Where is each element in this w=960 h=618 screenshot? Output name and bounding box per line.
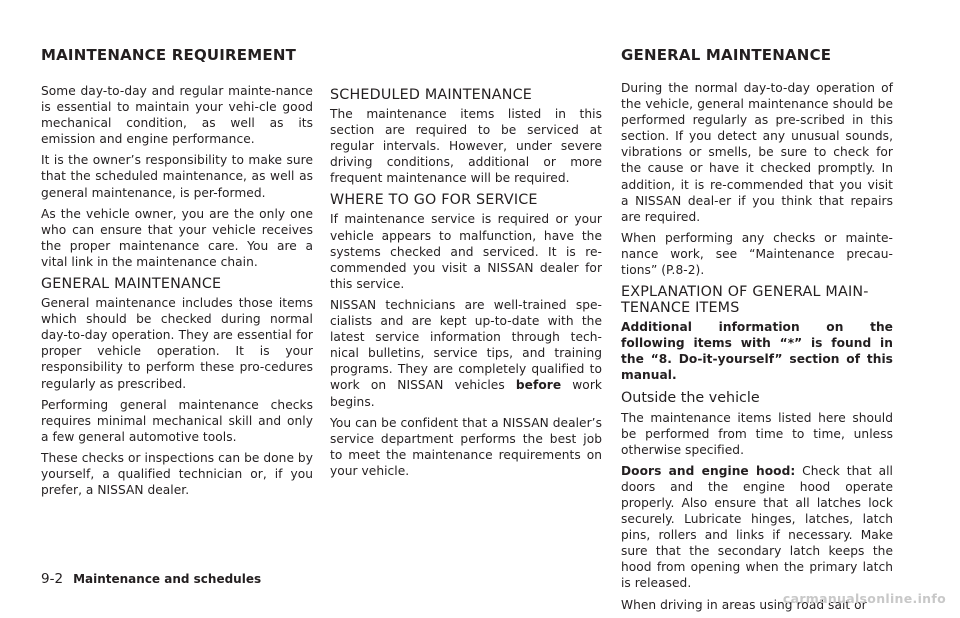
column-1 <box>41 83 313 503</box>
paragraph: Some day-to-day and regular mainte-nance is essential to maintain your vehi-cle good mechanical condition, as well as its emission and engine performance. <box>41 84 313 147</box>
paragraph: These checks or inspections can be done by yourself, a qualified technician or, if you prefer, a NISSAN dealer. <box>41 450 313 498</box>
paragraph: The maintenance items listed here should be performed from time to time, unless otherwise specified. <box>621 410 893 457</box>
text-run: work begins. <box>330 378 602 409</box>
text-run: Check that all doors and the engine hood operate properly. Also ensure that all latches lock securely. Lubricate hinges, latches, latch pins, rollers and links if necessary. Make sure that the secondary latch keeps the hood from opening when the primary latch is released. <box>621 463 893 591</box>
paragraph <box>621 463 893 592</box>
page-footer <box>41 571 261 587</box>
section-title-general-maintenance: GENERAL MAINTENANCE <box>621 46 832 64</box>
paragraph: During the normal day-to-day operation of the vehicle, general maintenance should be performed regularly as pre-scribed in this section. If you detect any unusual sounds, vibrations or smells, be sure to check for the cause or have it checked promptly. In addition, it is re-commended that you visit a NISSAN deal-er if you think that repairs are required. <box>621 81 893 224</box>
paragraph: Performing general maintenance checks requires minimal mechanical skill and only a few general automotive tools. <box>41 397 313 444</box>
subheading-general-maintenance: GENERAL MAINTENANCE <box>41 276 222 293</box>
page-number: 9-2 <box>41 571 64 587</box>
paragraph: As the vehicle owner, you are the only one who can ensure that your vehicle receives the proper maintenance care. You are a vital link in the maintenance chain. <box>41 206 313 269</box>
paragraph: When performing any checks or mainte-nance work, see “Maintenance precau-tions” (P.8-2). <box>621 230 893 278</box>
column-3 <box>621 80 893 618</box>
paragraph: When driving in areas using road salt or <box>621 597 867 612</box>
paragraph: If maintenance service is required or your vehicle appears to malfunction, have the systems checked and serviced. It is re-commended you visit a NISSAN dealer for this service. <box>330 212 602 291</box>
bold-text: Doors and engine hood: <box>621 463 796 478</box>
subheading-explanation-of-general-maintenance-items: EXPLANATION OF GENERAL MAIN-TENANCE ITEMS <box>621 284 869 317</box>
subheading-where-to-go-for-service: WHERE TO GO FOR SERVICE <box>330 192 538 209</box>
paragraph: You can be confident that a NISSAN dealer’s service department performs the best job to meet the maintenance requirements on your vehicle. <box>330 415 602 478</box>
section-title-maintenance-requirement: MAINTENANCE REQUIREMENT <box>41 46 297 64</box>
subheading-outside-the-vehicle: Outside the vehicle <box>621 389 760 406</box>
paragraph: The maintenance items listed in this section are required to be serviced at regular intervals. However, under severe driving conditions, additional or more frequent maintenance will be required. <box>330 107 602 186</box>
watermark: carmanualsonline.info <box>782 591 946 606</box>
paragraph-note: Additional information on the following items with “*” is found in the “8. Do-it-yourself” section of this manual. <box>621 320 893 383</box>
chapter-title: Maintenance and schedules <box>73 572 262 586</box>
bold-text: before <box>515 378 562 393</box>
column-2 <box>330 83 602 484</box>
text-run: NISSAN technicians are well-trained spe-cialists and are kept up-to-date with the latest service information through tech-nical bulletins, service tips, and training programs. They are completely qualified to work on NISSAN vehicles <box>330 297 602 393</box>
paragraph: General maintenance includes those items which should be checked during normal day-to-day operation. They are essential for proper vehicle operation. It is your responsibility to perform these pro-cedures regularly as prescribed. <box>41 296 313 391</box>
paragraph <box>330 297 602 410</box>
subheading-scheduled-maintenance: SCHEDULED MAINTENANCE <box>330 87 533 103</box>
paragraph: It is the owner’s responsibility to make sure that the scheduled maintenance, as well as general maintenance, is per-formed. <box>41 153 313 200</box>
